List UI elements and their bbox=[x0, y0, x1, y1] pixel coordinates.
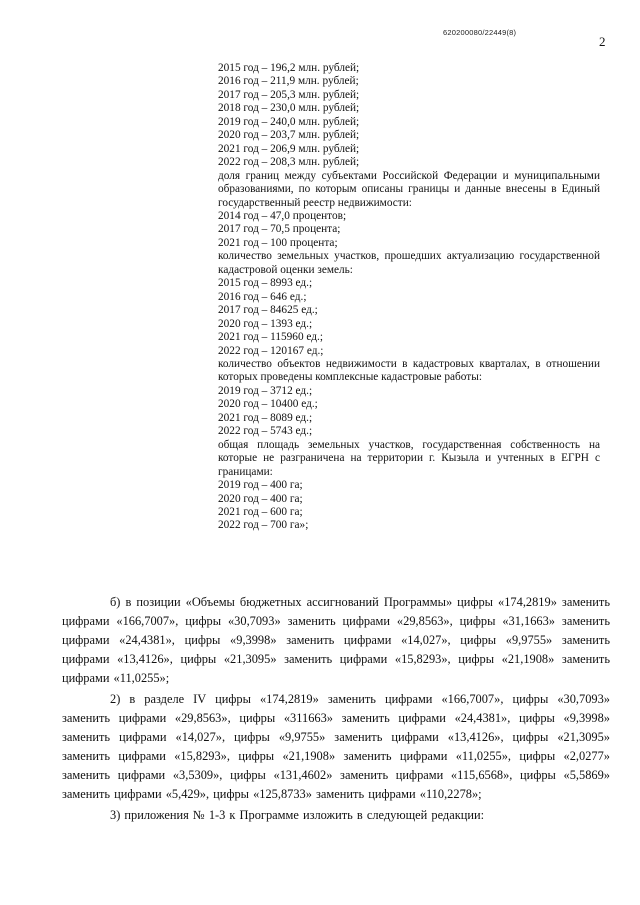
borders-list bbox=[218, 210, 600, 250]
list-item: 2018 год – 230,0 млн. рублей; bbox=[218, 102, 360, 115]
paragraph-3: 3) приложения № 1-3 к Программе изложить в следующей редакции: bbox=[110, 808, 485, 822]
objects-list bbox=[218, 385, 600, 439]
paragraph-2: 2) в разделе IV цифры «174,2819» заменить цифрами «166,7007», цифры «30,7093» заменить цифрами «29,8563», цифры «311663» заменить цифрами «24,4381», цифры «9,3998» заменить цифрами «14,027», цифры «9,9755» заменить цифрами «13,4126», цифры «21,3095» заменить цифрами «15,8293», цифры «21,1908» заменить цифрами «11,0255», цифры «2,0277» заменить цифрами «3,5309», цифры «131,4602» заменить цифрами «115,6568», цифры «5,5869» заменить цифрами «5,429», цифры «125,8733» заменить цифрами «110,2278»; bbox=[62, 692, 610, 801]
borders-heading: доля границ между субъектами Российской Федерации и муниципальными образованиями, по которым описаны границы и данные внесены в Единый государственный реестр недвижимости: bbox=[218, 169, 600, 209]
list-item: 2015 год – 196,2 млн. рублей; bbox=[218, 62, 360, 74]
list-item: 2021 год – 600 га; bbox=[218, 505, 303, 518]
list-item: 2016 год – 211,9 млн. рублей; bbox=[218, 75, 359, 88]
list-item: 2017 год – 84625 ед.; bbox=[218, 304, 318, 317]
list-item: 2022 год – 208,3 млн. рублей; bbox=[218, 156, 360, 169]
list-item: 2022 год – 5743 ед.; bbox=[218, 425, 313, 438]
paragraph-b: б) в позиции «Объемы бюджетных ассигнований Программы» цифры «174,2819» заменить цифрами «166,7007», цифры «30,7093» заменить цифрами «29,8563», цифры «31,1663» заменить цифрами «24,4381», цифры «9,3998» заменить цифрами «14,027», цифры «9,9755» заменить цифрами «13,4126», цифры «21,3095» заменить цифрами «15,8293», цифры «21,1908» заменить цифрами «11,0255»; bbox=[62, 595, 610, 685]
indicators-block bbox=[218, 62, 600, 533]
list-item: 2014 год – 47,0 процентов; bbox=[218, 209, 347, 222]
plots-list bbox=[218, 277, 600, 358]
area-list bbox=[218, 479, 600, 533]
funding-list bbox=[218, 62, 600, 170]
amendments-block bbox=[62, 593, 610, 825]
objects-heading: количество объектов недвижимости в кадастровых кварталах, в отношении которых проведены комплексные кадастровые работы: bbox=[218, 357, 600, 384]
list-item: 2020 год – 203,7 млн. рублей; bbox=[218, 129, 360, 142]
list-item: 2017 год – 70,5 процента; bbox=[218, 223, 341, 236]
list-item: 2022 год – 700 га»; bbox=[218, 519, 309, 532]
area-heading: общая площадь земельных участков, государственная собственность на которые не разграничена на территории г. Кызыла и учтенных в ЕГРН с границами: bbox=[218, 438, 600, 478]
list-item: 2017 год – 205,3 млн. рублей; bbox=[218, 88, 360, 101]
list-item: 2022 год – 120167 ед.; bbox=[218, 344, 324, 357]
list-item: 2020 год – 400 га; bbox=[218, 492, 303, 505]
list-item: 2020 год – 1393 ед.; bbox=[218, 317, 313, 330]
list-item: 2019 год – 400 га; bbox=[218, 479, 303, 492]
list-item: 2019 год – 3712 ед.; bbox=[218, 384, 313, 397]
list-item: 2021 год – 8089 ед.; bbox=[218, 411, 313, 424]
list-item: 2015 год – 8993 ед.; bbox=[218, 277, 313, 290]
list-item: 2019 год – 240,0 млн. рублей; bbox=[218, 115, 360, 128]
list-item: 2021 год – 206,9 млн. рублей; bbox=[218, 142, 360, 155]
page-number: 2 bbox=[599, 34, 606, 49]
list-item: 2016 год – 646 ед.; bbox=[218, 290, 307, 303]
plots-heading: количество земельных участков, прошедших актуализацию государственной кадастровой оценки земель: bbox=[218, 250, 600, 276]
document-code: 620200080/22449(8) bbox=[443, 28, 517, 37]
list-item: 2021 год – 115960 ед.; bbox=[218, 331, 324, 344]
list-item: 2020 год – 10400 ед.; bbox=[218, 398, 318, 411]
list-item: 2021 год – 100 процента; bbox=[218, 236, 338, 249]
